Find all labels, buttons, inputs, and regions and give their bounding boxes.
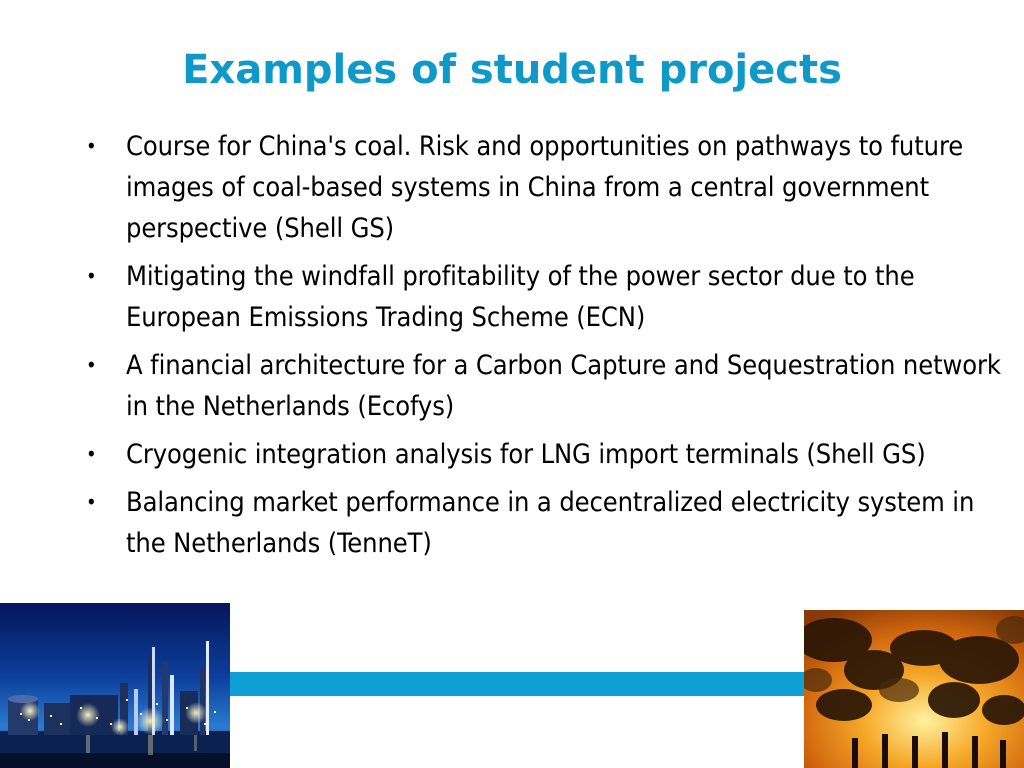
bullet-item xyxy=(80,434,1015,475)
bullet-icon: • xyxy=(86,490,97,514)
bullet-icon: • xyxy=(86,442,97,466)
decorative-band xyxy=(230,672,804,696)
bullet-text: Mitigating the windfall profitability of the power sector due to the European Emissions Trading Scheme (ECN) xyxy=(126,261,915,333)
bullet-text: Balancing market performance in a decentralized electricity system in the Netherlands (TenneT) xyxy=(126,487,975,559)
slide-title: Examples of student projects xyxy=(182,47,842,93)
bullet-list xyxy=(80,126,1015,571)
bullet-item xyxy=(80,345,1015,427)
bullet-text: Course for China's coal. Risk and opportunities on pathways to future images of coal-based systems in China from a central government perspective (Shell GS) xyxy=(126,131,964,244)
bullet-text: Cryogenic integration analysis for LNG import terminals (Shell GS) xyxy=(126,439,926,470)
smokestack-photo xyxy=(804,610,1024,768)
bullet-icon: • xyxy=(86,264,97,288)
bullet-icon: • xyxy=(86,134,97,158)
bullet-item xyxy=(80,126,1015,249)
bullet-icon: • xyxy=(86,353,97,377)
bullet-item xyxy=(80,482,1015,564)
bullet-text: A financial architecture for a Carbon Capture and Sequestration network in the Netherlands (Ecofys) xyxy=(126,350,1001,422)
industrial-plant-photo xyxy=(0,603,230,768)
bullet-item xyxy=(80,256,1015,338)
